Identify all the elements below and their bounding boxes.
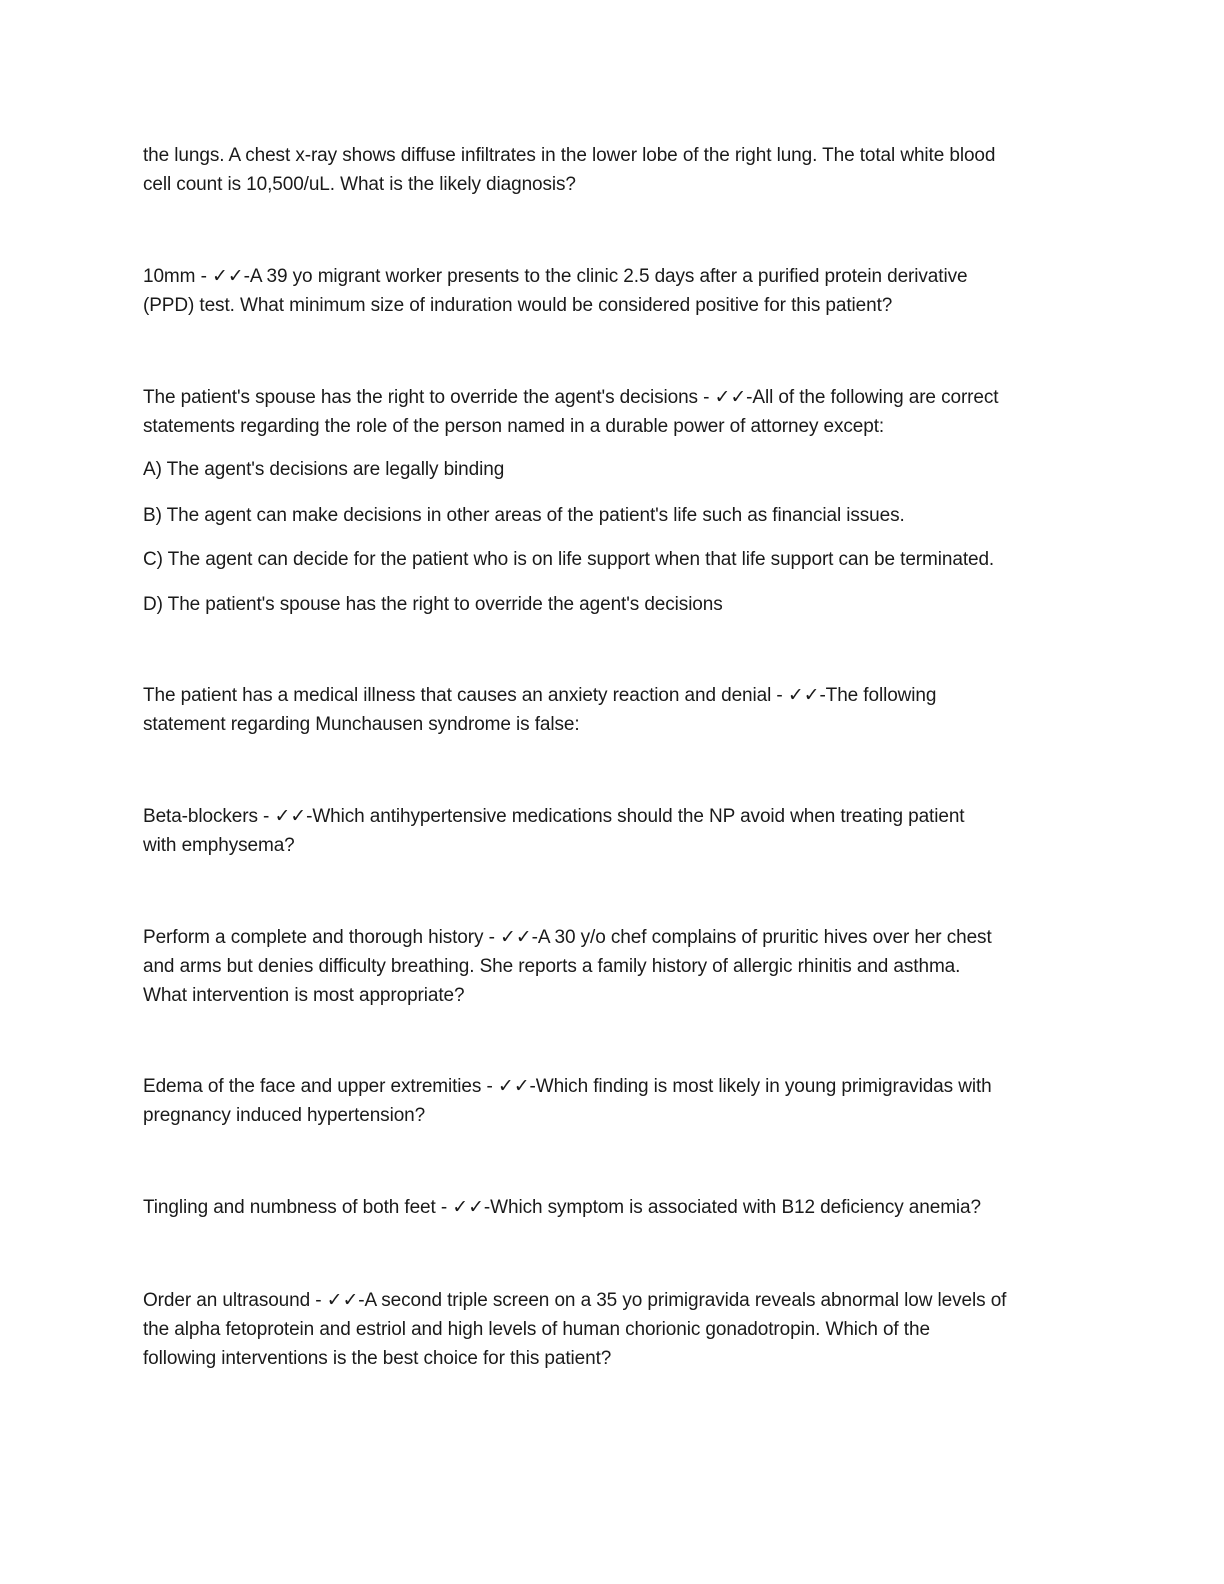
question-power-of-attorney [143, 383, 1083, 441]
question-antihypertensive [143, 802, 1083, 860]
text-line: cell count is 10,500/uL. What is the likely diagnosis? [143, 174, 576, 195]
option-d: D) The patient's spouse has the right to override the agent's decisions [143, 594, 723, 615]
text-line: (PPD) test. What minimum size of induration would be considered positive for this patient? [143, 295, 893, 316]
text-line: Order an ultrasound - ✓✓-A second triple screen on a 35 yo primigravida reveals abnormal low levels of [143, 1290, 1007, 1311]
question-ppd [143, 262, 1083, 320]
question-pregnancy-hypertension [143, 1072, 1083, 1130]
text-line: following interventions is the best choice for this patient? [143, 1348, 612, 1369]
text-line: statement regarding Munchausen syndrome is false: [143, 714, 580, 735]
question-munchausen [143, 681, 1083, 739]
text-line: and arms but denies difficulty breathing. She reports a family history of allergic rhinitis and asthma. [143, 956, 961, 977]
text-line: Tingling and numbness of both feet - ✓✓-Which symptom is associated with B12 deficiency anemia? [143, 1197, 981, 1218]
text-line: What intervention is most appropriate? [143, 985, 465, 1006]
text-line: Edema of the face and upper extremities - ✓✓-Which finding is most likely in young primigravidas with [143, 1076, 992, 1097]
question-hives [143, 923, 1083, 1010]
option-a: A) The agent's decisions are legally binding [143, 459, 505, 480]
text-line: pregnancy induced hypertension? [143, 1105, 426, 1126]
question-b12 [143, 1193, 1083, 1222]
question-triple-screen [143, 1286, 1083, 1373]
text-line: the lungs. A chest x-ray shows diffuse infiltrates in the lower lobe of the right lung. The total white blood [143, 145, 996, 166]
text-line: The patient's spouse has the right to override the agent's decisions - ✓✓-All of the following are correct [143, 387, 999, 408]
text-line: the alpha fetoprotein and estriol and high levels of human chorionic gonadotropin. Which of the [143, 1319, 930, 1340]
text-line: Perform a complete and thorough history - ✓✓-A 30 y/o chef complains of pruritic hives over her chest [143, 927, 992, 948]
text-line: Beta-blockers - ✓✓-Which antihypertensive medications should the NP avoid when treating patient [143, 806, 965, 827]
text-line: 10mm - ✓✓-A 39 yo migrant worker presents to the clinic 2.5 days after a purified protein derivative [143, 266, 968, 287]
text-line: with emphysema? [143, 835, 295, 856]
intro-paragraph [143, 141, 1083, 199]
option-c: C) The agent can decide for the patient who is on life support when that life support can be terminated. [143, 549, 995, 570]
option-b: B) The agent can make decisions in other areas of the patient's life such as financial issues. [143, 505, 905, 526]
text-line: The patient has a medical illness that causes an anxiety reaction and denial - ✓✓-The following [143, 685, 937, 706]
text-line: statements regarding the role of the person named in a durable power of attorney except: [143, 416, 885, 437]
